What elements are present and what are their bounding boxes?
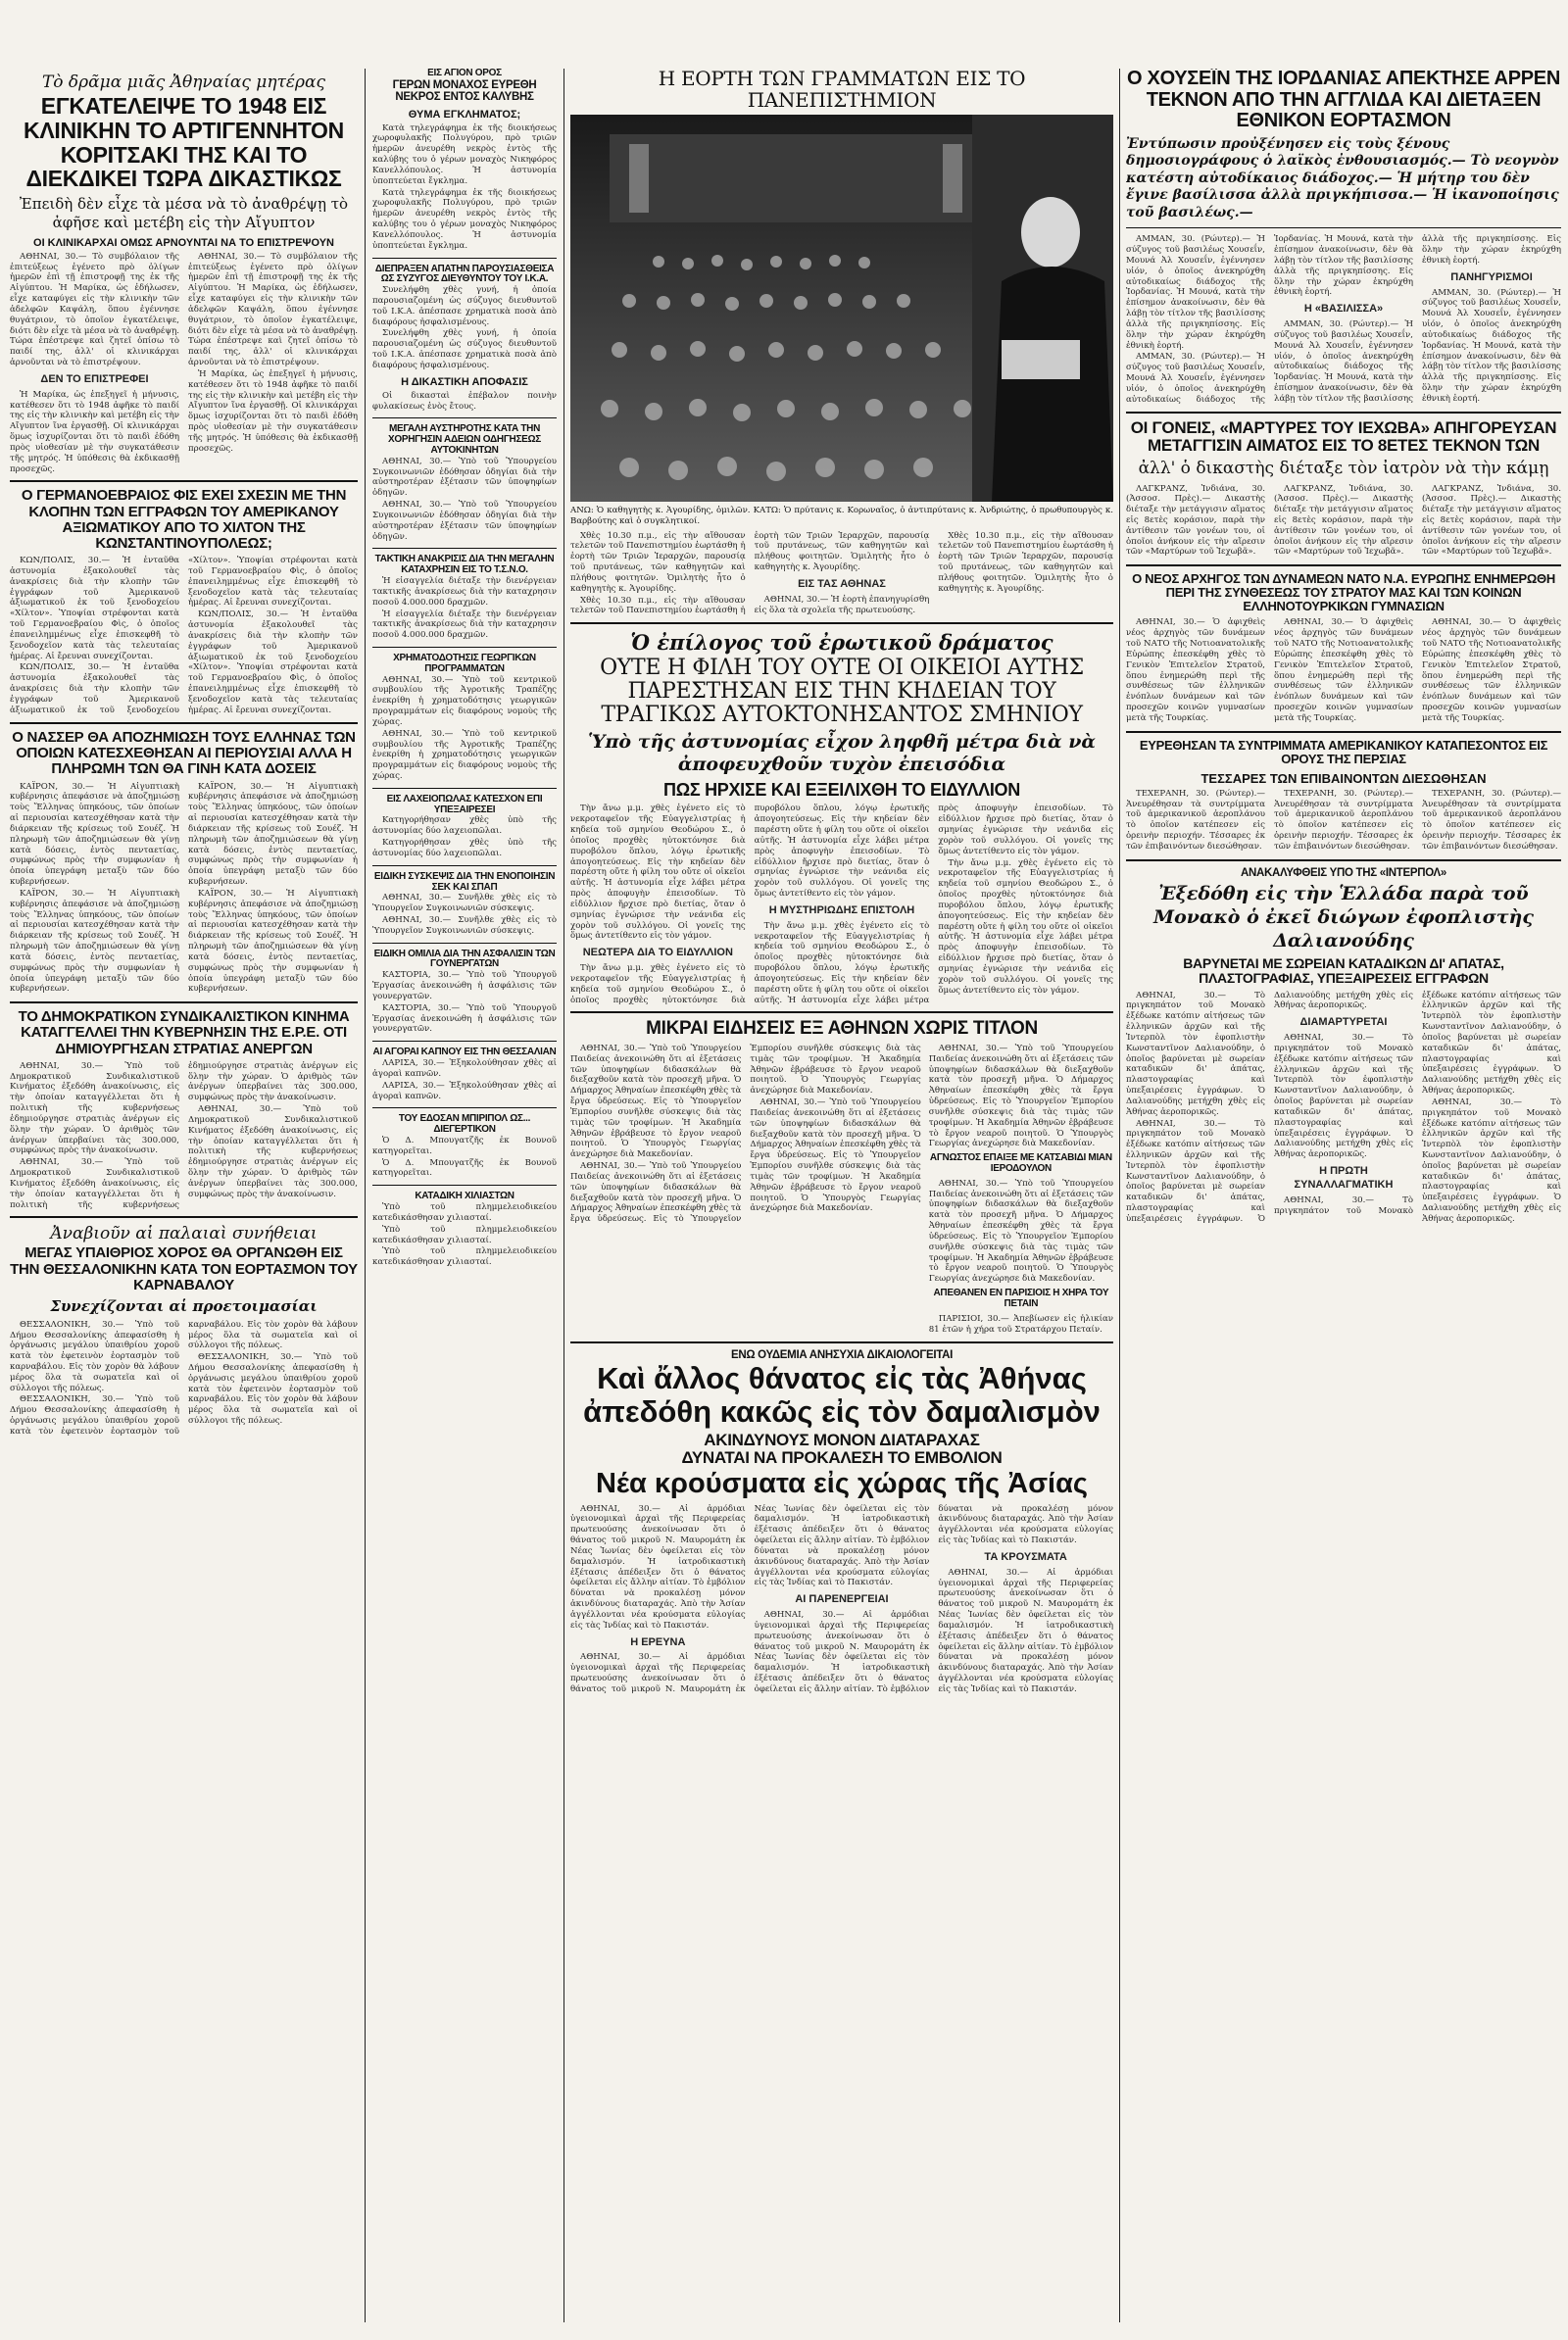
article-body [929, 1044, 1113, 1149]
paragraph: ΑΘΗΝΑΙ, 30.— Τὸ συμβόλαιον τῆς ἐπιτεύξεως ἐγένετο πρὸ ὀλίγων ἡμερῶν ἐπὶ τῇ ἐπιστροφῇ της ἐκ τῆς Αἰγύπτου. Ἡ Μαρίκα, ὡς ἐδήλωσεν, εἶχε καταφύγει εἰς τὴν κλινικὴν τῶν ἀδελφῶν Καψάλη, ὅπου ἐγέννησε θυγάτριον, τὸ ὁποῖον ἐγκατέλειψε, διότι δὲν εἶχε τὰ μέσα νὰ τὸ ἀναθρέψῃ. Τώρα ἐπέστρεψε καὶ ζητεῖ ὀπίσω τὸ παιδί της, ἀλλ' οἱ κλινικάρχαι ἀρνοῦνται νὰ τὸ ἐπιστρέψουν. [188, 251, 358, 368]
deck: Ὑπὸ τῆς ἀστυνομίας εἶχον ληφθῆ μέτρα διὰ νὰ ἀποφευχθοῦν τυχὸν ἐπεισόδια [587, 730, 1096, 776]
paragraph: Χθὲς 10.30 π.μ., εἰς τὴν αἴθουσαν τελετῶν τοῦ Πανεπιστημίου ἐωρτάσθη ἡ ἑορτὴ τῶν Τριῶν Ἱεραρχῶν, παρουσίᾳ τοῦ πρυτάνεως, τῶν καθηγητῶν καὶ πλήθους φοιτητῶν. Ὁμιλητὴς ἦτο ὁ καθηγητὴς κ. Ἀγουρίδης. [570, 530, 930, 616]
headline: ΤΟΥ ΕΔΟΣΑΝ ΜΠΙΡΙΠΟΛ ΩΣ... ΔΙΕΓΕΡΤΙΚΟΝ [398, 1113, 531, 1136]
paragraph: Κατὰ τηλεγράφημα ἐκ τῆς διοικήσεως χωροφυλακῆς Πολυγύρου, πρὸ τριῶν ἡμερῶν ἀνευρέθη νεκρὸς ἐντὸς τῆς καλύβης του ὁ γέρων μοναχὸς Νικηφόρος Κανελλόπουλος. Ἡ ἀστυνομία ὑποπτεύεται ἔγκλημα. [372, 122, 557, 186]
paragraph: Χθὲς 10.30 π.μ., εἰς τὴν αἴθουσαν τελετῶν τοῦ Πανεπιστημίου ἐωρτάσθη ἡ ἑορτὴ τῶν Τριῶν Ἱεραρχῶν, παρουσίᾳ τοῦ πρυτάνεως, τῶν καθηγητῶν καὶ πλήθους φοιτητῶν. Ὁμιλητὴς ἦτο ὁ καθηγητὴς κ. Ἀγουρίδης. [570, 530, 746, 594]
subhead: ΤΕΣΣΑΡΕΣ ΤΩΝ ΕΠΙΒΑΙΝΟΝΤΩΝ ΔΙΕΣΩΘΗΣΑΝ [1200, 770, 1487, 786]
headline: ΜΕΓΑΛΗ ΑΥΣΤΗΡΟΤΗΣ ΚΑΤΑ ΤΗΝ ΧΟΡΗΓΗΣΙΝ ΑΔΕΙΩΝ ΟΔΗΓΗΣΕΩΣ ΑΥΤΟΚΙΝΗΤΩΝ [388, 423, 541, 457]
headline: ΜΙΚΡΑΙ ΕΙΔΗΣΕΙΣ ΕΞ ΑΘΗΝΩΝ ΧΩΡΙΣ ΤΙΤΛΟΝ [646, 1018, 1038, 1040]
paragraph: Ὑπὸ τοῦ πλημμελειοδικείου κατεδικάσθησαν χιλιασταί. [372, 1202, 557, 1223]
divider [570, 622, 1113, 624]
paragraph: ΚΩΝ/ΠΟΛΙΣ, 30.— Ἡ ἐνταῦθα ἀστυνομία ἐξακολουθεῖ τὰς ἀνακρίσεις διὰ τὴν κλοπὴν τῶν ἐγγράφων τοῦ Ἀμερικανοῦ ἀξιωματικοῦ ἐκ τοῦ ξενοδοχείου «Χίλτον». Ὑποψίαι στρέφονται κατὰ τοῦ Γερμανοεβραίου Φὶς, ὁ ὁποῖος ἐπανειλημμένως εἶχε ἐπισκεφθῆ τὸ ξενοδοχεῖον κατὰ τὰς τελευταίας ἡμέρας. Αἱ ἔρευναι συνεχίζονται. [10, 556, 179, 661]
photo-image [570, 115, 1113, 502]
paragraph: Ὁ Δ. Μπουγατζῆς ἐκ Βουνοῦ κατηγορεῖται. [372, 1157, 557, 1179]
subhead: ΕΙΣ ΤΑΣ ΑΘΗΝΑΣ [798, 577, 886, 590]
headline: Ο ΓΕΡΜΑΝΟΕΒΡΑΙΟΣ ΦΙΣ ΕΧΕΙ ΣΧΕΣΙΝ ΜΕ ΤΗΝ ΚΛΟΠΗΝ ΤΩΝ ΕΓΓΡΑΦΩΝ ΤΟΥ ΑΜΕΡΙΚΑΝΟΥ ΑΞΙΩΜΑΤΙΚΟΥ ΑΠΟ ΤΟ ΧΙΛΤΟΝ ΤΗΣ ΚΩΝΣΤΑΝΤΙΝΟΥΠΟΛΕΩΣ; [21, 487, 347, 552]
divider [372, 1185, 557, 1186]
paragraph: ΑΘΗΝΑΙ, 30.— Αἱ ἁρμόδιαι ὑγειονομικαὶ ἀρχαὶ τῆς Περιφερείας πρωτευούσης ἀνεκοίνωσαν ὅτι ὁ θάνατος τοῦ μικροῦ Ν. Μαυρομάτη ἐκ Νέας Ἰωνίας δὲν ὀφείλεται εἰς τὸν δαμαλισμόν. Ἡ ἰατροδικαστικὴ ἐξέτασις ἀπέδειξεν ὅτι ὁ θάνατος ὀφείλεται εἰς ἄλλην αἰτίαν. Τὸ ἐμβόλιον δύναται νὰ προκαλέσῃ μόνον ἀκινδύνους διαταραχάς. Ἀπὸ τὴν Ἀσίαν ἀγγέλλονται νέα κρούσματα εὐλογίας εἰς τὰς Ἰνδίας καὶ τὸ Πακιστάν. [570, 1503, 746, 1631]
paragraph: ΑΘΗΝΑΙ, 30.— Ὁ ἀφιχθεὶς νέος ἀρχηγὸς τῶν δυνάμεων τοῦ ΝΑΤΟ τῆς Νοτιοανατολικῆς Εὐρώπης ἐπεσκέφθη χθὲς τὸ Γενικὸν Ἐπιτελεῖον Στρατοῦ, ὅπου ἐνημερώθη περὶ τῆς συνθέσεως τῶν ἑλληνικῶν ἐνόπλων δυνάμεων καὶ τῶν προσεχῶν κοινῶν γυμνασίων μετὰ τῆς Τουρκίας. [1422, 617, 1561, 723]
paragraph: Κατηγορήθησαν χθὲς ὑπὸ τῆς ἀστυνομίας δύο λαχειοπῶλαι. [372, 838, 557, 858]
paragraph: ΘΕΣΣΑΛΟΝΙΚΗ, 30.— Ὑπὸ τοῦ Δήμου Θεσσαλονίκης ἀπεφασίσθη ἡ ὀργάνωσις μεγάλου ὑπαιθρίου χοροῦ κατὰ τὸν ἐφετεινὸν ἑορτασμὸν τοῦ καρναβάλου. Εἰς τὸν χορὸν θὰ λάβουν μέρος ὅλα τὰ σωματεῖα καὶ οἱ σύλλογοι τῆς πόλεως. [188, 1352, 358, 1427]
article-body [372, 576, 557, 641]
subhead: Η ΔΙΚΑΣΤΙΚΗ ΑΠΟΦΑΣΙΣ [401, 375, 528, 388]
article-body [1126, 991, 1561, 1225]
headline: ΤΑΚΤΙΚΗ ΑΝΑΚΡΙΣΙΣ ΔΙΑ ΤΗΝ ΜΕΓΑΛΗΝ ΚΑΤΑΧΡΗΣΙΝ ΕΙΣ ΤΟ Τ.Σ.Ν.Ο. [374, 554, 555, 576]
subhead: ΔΕΝ ΤΟ ΕΠΙΣΤΡΕΦΕΙ [40, 372, 149, 385]
paragraph: ΚΩΝ/ΠΟΛΙΣ, 30.— Ἡ ἐνταῦθα ἀστυνομία ἐξακολουθεῖ τὰς ἀνακρίσεις διὰ τὴν κλοπὴν τῶν ἐγγράφων τοῦ Ἀμερικανοῦ ἀξιωματικοῦ ἐκ τοῦ ξενοδοχείου «Χίλτον». Ὑποψίαι στρέφονται κατὰ τοῦ Γερμανοεβραίου Φὶς, ὁ ὁποῖος ἐπανειλημμένως εἶχε ἐπισκεφθῆ τὸ ξενοδοχεῖον κατὰ τὰς τελευταίας ἡμέρας. Αἱ ἔρευναι συνεχίζονται. [188, 609, 358, 715]
headline: Ο ΝΕΟΣ ΑΡΧΗΓΟΣ ΤΩΝ ΔΥΝΑΜΕΩΝ ΝΑΤΟ Ν.Α. ΕΥΡΩΠΗΣ ΕΝΗΜΕΡΩΘΗ ΠΕΡΙ ΤΗΣ ΣΥΝΘΕΣΕΩΣ ΤΟΥ ΣΤΡΑΤΟΥ ΜΑΣ ΚΑΙ ΤΩΝ ΚΟΙΝΩΝ ΕΛΛΗΝΟΤΟΥΡΚΙΚΩΝ ΓΥΜΝΑΣΙΩΝ [1132, 571, 1555, 614]
kicker: Τὸ δρᾶμα μιᾶς Ἀθηναίας μητέρας [41, 73, 326, 92]
headline: ΤΟ ΔΗΜΟΚΡΑΤΙΚΟΝ ΣΥΝΔΙΚΑΛΙΣΤΙΚΟΝ ΚΙΝΗΜΑ ΚΑΤΑΓΓΕΛΛΕΙ ΤΗΝ ΚΥΒΕΡΝΗΣΙΝ ΤΗΣ Ε.Ρ.Ε. ΟΤΙ ΔΗΜΙΟΥΡΓΗΣΑΝ ΣΤΡΑΤΙΑΣ ΑΝΕΡΓΩΝ [18, 1008, 350, 1057]
subhead: ΑΙ ΠΑΡΕΝΕΡΓΕΙΑΙ [795, 1593, 889, 1606]
paragraph: ΑΘΗΝΑΙ, 30.— Ὑπὸ τοῦ Ὑπουργείου Παιδείας ἀνεκοινώθη ὅτι αἱ ἐξετάσεις τῶν ὑποψηφίων διδασκάλων θὰ διεξαχθοῦν κατὰ τὸν προσεχῆ μῆνα. Ὁ Δήμαρχος Ἀθηναίων ἐπεσκέφθη χθὲς τὰ ἔργα ὑδρεύσεως. Εἰς τὸ Ὑπουργεῖον Ἐμπορίου συνῆλθε σύσκεψις διὰ τὰς τιμὰς τῶν τροφίμων. Ἡ Ἀκαδημία Ἀθηνῶν ἐβράβευσε τὸ ἔργον νεαροῦ ποιητοῦ. Ὁ Ὑπουργὸς Γεωργίας ἀνεχώρησε διὰ Μακεδονίαν. [928, 1043, 1113, 1149]
section-label: ΕΙΣ ΑΓΙΟΝ ΟΡΟΣ [427, 69, 502, 78]
paragraph: ΠΑΡΙΣΙΟΙ, 30.— Ἀπεβίωσεν εἰς ἡλικίαν 81 ἐτῶν ἡ χήρα τοῦ Στρατάρχου Πεταίν. [928, 1313, 1113, 1335]
divider [372, 1107, 557, 1108]
headline: ΑΠΕΘΑΝΕΝ ΕΝ ΠΑΡΙΣΙΟΙΣ Η ΧΗΡΑ ΤΟΥ ΠΕΤΑΙΝ [933, 1288, 1109, 1309]
divider [1126, 564, 1561, 566]
paragraph: Ἡ Μαρίκα, ὡς ἐπεξηγεῖ ἡ μήνυσις, κατέθεσεν ὅτι τὸ 1948 ἀφῆκε τὸ παιδί της εἰς τὴν κλινικὴν καὶ μετέβη εἰς τὴν Αἴγυπτον ἵνα ἐργασθῇ. Οἱ κλινικάρχαι ὅμως ἰσχυρίζονται ὅτι τὸ παιδὶ ἐδόθη πρὸς υἱοθεσίαν μὲ τὴν συγκατάθεσιν τῆς μητρός. Ἡ ὑπόθεσις θὰ ἐκδικασθῇ προσεχῶς. [188, 368, 358, 454]
paragraph: ΑΘΗΝΑΙ, 30.— Ὑπὸ τοῦ Δημοκρατικοῦ Συνδικαλιστικοῦ Κινήματος ἐξεδόθη ἀνακοίνωσις, εἰς τὴν ὁποίαν καταγγέλλεται ὅτι ἡ πολιτικὴ τῆς κυβερνήσεως ἐδημιούργησε στρατιὰς ἀνέργων εἰς ὅλην τὴν χώραν. Ὁ ἀριθμὸς τῶν ἀνέργων ὑπερβαίνει τὰς 300.000, συμφώνως πρὸς τὴν ἀνακοίνωσιν. [10, 1060, 179, 1156]
divider [1126, 859, 1561, 861]
paragraph: ΑΘΗΝΑΙ, 30.— Τὸ πριγκηπάτον τοῦ Μονακὸ ἐξέδωκε κατόπιν αἰτήσεως τῶν ἑλληνικῶν ἀρχῶν καὶ τῆς Ἰντερπὸλ τὸν ἐφοπλιστὴν Κωνσταντῖνον Δαλιανούδην, ὁ ὁποῖος βαρύνεται μὲ σωρείαν καταδικῶν δι' ἀπάτας, πλαστογραφίας καὶ ὑπεξαιρέσεις ἐγγράφων. Ὁ Δαλιανούδης μετήχθη χθὲς εἰς Ἀθήνας ἀεροπορικῶς. [1274, 1033, 1413, 1160]
subhead: Η ΜΥΣΤΗΡΙΩΔΗΣ ΕΠΙΣΤΟΛΗ [768, 903, 915, 916]
divider [372, 943, 557, 944]
paragraph: ΑΜΜΑΝ, 30. (Ρώυτερ).— Ἡ σύζυγος τοῦ βασιλέως Χουσεΐν, Μουνά Ἀλ Χουσεΐν, ἐγέννησεν υἱόν, ὁ ὁποῖος ἀνεκηρύχθη αὐτοδικαίως διάδοχος τῆς Ἰορδανίας. Ἡ Μουνά, κατὰ τὴν ἐπίσημον ἀνακοίνωσιν, δὲν θὰ λάβῃ τὸν τίτλον τῆς βασιλίσσης ἀλλὰ τῆς πριγκηπίσσης. Εἰς ὅλην τὴν χώραν ἐκηρύχθη ἐθνικὴ ἑορτή. [1126, 234, 1265, 351]
deck: Συνεχίζονται αἱ προετοιμασίαι [50, 1296, 318, 1315]
subhead: ΔΥΝΑΤΑΙ ΝΑ ΠΡΟΚΑΛΕΣΗ ΤΟ ΕΜΒΟΛΙΟΝ [681, 1448, 1003, 1468]
paragraph: ΑΘΗΝΑΙ, 30.— Ὑπὸ τοῦ Ὑπουργείου Συγκοινωνιῶν ἐδόθησαν ὁδηγίαι διὰ τὴν αὐστηροτέραν ἐξέτασιν τῶν ὑποψηφίων ὁδηγῶν. [372, 500, 557, 542]
paragraph: ΤΕΧΕΡΑΝΗ, 30. (Ρώυτερ).— Ἀνευρέθησαν τὰ συντρίμματα τοῦ ἀμερικανικοῦ ἀεροπλάνου τὸ ὁποῖον κατέπεσεν εἰς ὀρεινὴν περιοχήν. Τέσσαρες ἐκ τῶν ἐπιβαινόντων διεσώθησαν. [1422, 788, 1561, 852]
headline: ΓΕΡΩΝ ΜΟΝΑΧΟΣ ΕΥΡΕΘΗ ΝΕΚΡΟΣ ΕΝΤΟΣ ΚΑΛΥΒΗΣ [392, 78, 537, 104]
divider [372, 788, 557, 789]
divider [1126, 731, 1561, 733]
headline: ΚΑΤΑΔΙΚΗ ΧΙΛΙΑΣΤΩΝ [415, 1191, 514, 1202]
column-rule [365, 69, 366, 2322]
article-body [372, 391, 557, 413]
column-4 [1126, 69, 1561, 2322]
paragraph: ΑΘΗΝΑΙ, 30.— Τὸ πριγκηπάτον τοῦ Μονακὸ ἐξέδωκε κατόπιν αἰτήσεως τῶν ἑλληνικῶν ἀρχῶν καὶ τῆς Ἰντερπὸλ τὸν ἐφοπλιστὴν Κωνσταντῖνον Δαλιανούδην, ὁ ὁποῖος βαρύνεται μὲ σωρείαν καταδικῶν δι' ἀπάτας, πλαστογραφίας καὶ ὑπεξαιρέσεις ἐγγράφων. Ὁ Δαλιανούδης μετήχθη χθὲς εἰς Ἀθήνας ἀεροπορικῶς. [1422, 1097, 1561, 1224]
article-body [372, 285, 557, 371]
paragraph: ΛΑΓΚΡΑΝΖ, Ἰνδιάνα, 30. (Ἀσσοσ. Πρὲς).— Δικαστὴς διέταξε τὴν μετάγγισιν αἵματος εἰς 8ετὲς κοράσιον, παρὰ τὴν ἀντίθεσιν τῶν γονέων του, οἱ ὁποῖοι ἀνήκουν εἰς τὴν αἵρεσιν τῶν «Μαρτύρων τοῦ Ἰεχωβᾶ». [1422, 483, 1561, 558]
paragraph: ΚΑΣΤΟΡΙΑ, 30.— Ὑπὸ τοῦ Ὑπουργοῦ Ἐργασίας ἀνεκοινώθη ἡ ἀσφάλισις τῶν γουνεργατῶν. [372, 970, 557, 1001]
paragraph: Ἡ Μαρίκα, ὡς ἐπεξηγεῖ ἡ μήνυσις, κατέθεσεν ὅτι τὸ 1948 ἀφῆκε τὸ παιδί της εἰς τὴν κλινικὴν καὶ μετέβη εἰς τὴν Αἴγυπτον ἵνα ἐργασθῇ. Οἱ κλινικάρχαι ὅμως ἰσχυρίζονται ὅτι τὸ παιδὶ ἐδόθη πρὸς υἱοθεσίαν μὲ τὴν συγκατάθεσιν τῆς μητρός. Ἡ ὑπόθεσις θὰ ἐκδικασθῇ προσεχῶς. [10, 389, 179, 474]
subhead: ΑΚΙΝΔΥΝΟΥΣ ΜΟΝΟΝ ΔΙΑΤΑΡΑΧΑΣ [704, 1430, 980, 1449]
headline: ΕΙΔΙΚΗ ΟΜΙΛΙΑ ΔΙΑ ΤΗΝ ΑΣΦΑΛΙΣΙΝ ΤΩΝ ΓΟΥΝΕΡΓΑΤΩΝ [373, 948, 556, 970]
headline: ΟΙ ΓΟΝΕΙΣ, «ΜΑΡΤΥΡΕΣ ΤΟΥ ΙΕΧΩΒΑ» ΑΠΗΓΟΡΕΥΣΑΝ ΜΕΤΑΓΓΙΣΙΝ ΑΙΜΑΤΟΣ ΕΙΣ ΤΟ 8ΕΤΕΣ ΤΕΚΝΟΝ ΤΩΝ [1130, 417, 1557, 455]
article-body [570, 531, 1113, 617]
photo-caption: ΑΝΩ: Ὁ καθηγητὴς κ. Ἀγουρίδης, ὁμιλῶν. ΚΑΤΩ: Ὁ πρύτανις κ. Κορωναῖος, ὁ ἀντιπρύτανις κ. Ἀνδριώτης, ὁ πρωθυπουργὸς κ. Βαρβούτης καὶ ὁ συγκλητικοί. [570, 506, 1113, 526]
paragraph: ΚΑΪΡΟΝ, 30.— Ἡ Αἰγυπτιακὴ κυβέρνησις ἀπεφάσισε νὰ ἀποζημιώσῃ τοὺς Ἕλληνας ὑπηκόους, τῶν ὁποίων αἱ περιουσίαι κατεσχέθησαν κατὰ τὴν διάρκειαν τῆς κρίσεως τοῦ Σουέζ. Ἡ πληρωμὴ τῶν ἀποζημιώσεων θὰ γίνῃ κατὰ δόσεις, ἐντὸς πενταετίας, συμφώνως πρὸς τὴν συμφωνίαν ἡ ὁποία ὑπεγράφη μεταξὺ τῶν δύο κυβερνήσεων. [188, 781, 358, 888]
article-body [10, 1320, 358, 1438]
center-column [570, 69, 1113, 2322]
article-body [1126, 484, 1561, 560]
paragraph: Ἡ εἰσαγγελία διέταξε τὴν διενέργειαν τακτικῆς ἀνακρίσεως διὰ τὴν καταχρησιν ποσοῦ 4.000.000 δραχμῶν. [372, 576, 557, 608]
paragraph: ΑΘΗΝΑΙ, 30.— Ὁ ἀφιχθεὶς νέος ἀρχηγὸς τῶν δυνάμεων τοῦ ΝΑΤΟ τῆς Νοτιοανατολικῆς Εὐρώπης ἐπεσκέφθη χθὲς τὸ Γενικὸν Ἐπιτελεῖον Στρατοῦ, ὅπου ἐνημερώθη περὶ τῆς συνθέσεως τῶν ἑλληνικῶν ἐνόπλων δυνάμεων καὶ τῶν προσεχῶν κοινῶν γυμνασίων μετὰ τῆς Τουρκίας. [1274, 617, 1413, 723]
divider [372, 417, 557, 418]
article-body [372, 1202, 557, 1268]
paragraph: ΑΘΗΝΑΙ, 30.— Ὑπὸ τοῦ κεντρικοῦ συμβουλίου τῆς Ἀγροτικῆς Τραπέζης ἐνεκρίθη ἡ χρηματοδότησις γεωργικῶν προγραμμάτων εἰς διαφόρους νομοὺς τῆς χώρας. [372, 728, 557, 782]
paragraph: ΚΑΪΡΟΝ, 30.— Ἡ Αἰγυπτιακὴ κυβέρνησις ἀπεφάσισε νὰ ἀποζημιώσῃ τοὺς Ἕλληνας ὑπηκόους, τῶν ὁποίων αἱ περιουσίαι κατεσχέθησαν κατὰ τὴν διάρκειαν τῆς κρίσεως τοῦ Σουέζ. Ἡ πληρωμὴ τῶν ἀποζημιώσεων θὰ γίνῃ κατὰ δόσεις, ἐντὸς πενταετίας, συμφώνως πρὸς τὴν συμφωνίαν ἡ ὁποία ὑπεγράφη μεταξὺ τῶν δύο κυβερνήσεων. [10, 888, 179, 995]
subhead: Η «ΒΑΣΙΛΙΣΣΑ» [1303, 303, 1384, 316]
paragraph: ΑΘΗΝΑΙ, 30.— Ὑπὸ τοῦ Ὑπουργείου Παιδείας ἀνεκοινώθη ὅτι αἱ ἐξετάσεις τῶν ὑποψηφίων διδασκάλων θὰ διεξαχθοῦν κατὰ τὸν προσεχῆ μῆνα. Ὁ Δήμαρχος Ἀθηναίων ἐπεσκέφθη χθὲς τὰ ἔργα ὑδρεύσεως. Εἰς τὸ Ὑπουργεῖον Ἐμπορίου συνῆλθε σύσκεψις διὰ τὰς τιμὰς τῶν τροφίμων. Ἡ Ἀκαδημία Ἀθηνῶν ἐβράβευσε τὸ ἔργον νεαροῦ ποιητοῦ. Ὁ Ὑπουργὸς Γεωργίας ἀνεχώρησε διὰ Μακεδονίαν. [750, 1097, 921, 1214]
headline: ΕΙΣ ΛΑΧΕΙΟΠΩΛΑΣ ΚΑΤΕΣΧΟΝ ΕΠΙ ΥΠΕΞΑΙΡΕΣΕΙ [386, 793, 543, 815]
paragraph: ΚΩΝ/ΠΟΛΙΣ, 30.— Ἡ ἐνταῦθα ἀστυνομία ἐξακολουθεῖ τὰς ἀνακρίσεις διὰ τὴν κλοπὴν τῶν ἐγγράφων τοῦ Ἀμερικανοῦ ἀξιωματικοῦ ἐκ τοῦ ξενοδοχείου «Χίλτον». Ὑποψίαι στρέφονται κατὰ τοῦ Γερμανοεβραίου Φὶς, ὁ ὁποῖος ἐπανειλημμένως εἶχε ἐπισκεφθῆ τὸ ξενοδοχεῖον κατὰ τὰς τελευταίας ἡμέρας. Αἱ ἔρευναι συνεχίζονται. [10, 556, 358, 715]
paragraph: Κατηγορήθησαν χθὲς ὑπὸ τῆς ἀστυνομίας δύο λαχειοπῶλαι. [372, 815, 557, 837]
divider [570, 1341, 1113, 1343]
paragraph: ΑΘΗΝΑΙ, 30.— Ὁ ἀφιχθεὶς νέος ἀρχηγὸς τῶν δυνάμεων τοῦ ΝΑΤΟ τῆς Νοτιοανατολικῆς Εὐρώπης ἐπεσκέφθη χθὲς τὸ Γενικὸν Ἐπιτελεῖον Στρατοῦ, ὅπου ἐνημερώθη περὶ τῆς συνθέσεως τῶν ἑλληνικῶν ἐνόπλων δυνάμεων καὶ τῶν προσεχῶν κοινῶν γυμνασίων μετὰ τῆς Τουρκίας. [1126, 617, 1265, 723]
headline: ΟΥΤΕ Η ΦΙΛΗ ΤΟΥ ΟΥΤΕ ΟΙ ΟΙΚΕΙΟΙ ΑΥΤΗΣ ΠΑΡΕΣΤΗΣΑΝ ΕΙΣ ΤΗΝ ΚΗΔΕΙΑΝ ΤΟΥ ΤΡΑΓΙΚΩΣ ΑΥΤΟΚΤΟΝΗΣΑΝΤΟΣ ΣΜΗΝΙΟΥ [600, 656, 1084, 727]
headline: Ἐξεδόθη εἰς τὴν Ἑλλάδα παρὰ τοῦ Μονακὸ ὁ ἐκεῖ διώγων ἐφοπλιστὴς Δαλιανούδης [1153, 883, 1534, 951]
divider [372, 548, 557, 549]
paragraph: Τὴν ἄνω μ.μ. χθὲς ἐγένετο εἰς τὸ νεκροταφεῖον τῆς Εὐαγγελιστρίας ἡ κηδεία τοῦ σμηνίου Θεοδώρου Σ., ὁ ὁποῖος προχθὲς ηὐτοκτόνησε διὰ πυροβόλου ὅπλου, λόγῳ ἐρωτικῆς ἀπογοητεύσεως. Εἰς τὴν κηδείαν δὲν παρέστη οὔτε ἡ φίλη του οὔτε οἱ οἰκεῖοι αὐτῆς. Ἡ ἀστυνομία εἶχε λάβει μέτρα πρὸς ἀποφυγὴν ἐπεισοδίων. Τὸ εἰδύλλιον ἤρχισε πρὸ διετίας, ὅταν ὁ σμηνίας ἐγνώρισε τὴν νεάνιδα εἰς χορὸν τοῦ συλλόγου. Οἱ γονεῖς της ὅμως ἀντετίθεντο εἰς τὸν γάμον. [570, 804, 746, 942]
article-body [929, 1179, 1113, 1285]
university-ceremony-photo [570, 115, 1113, 502]
kicker: ΑΝΑΚΑΛΥΦΘΕΙΣ ΥΠΟ ΤΗΣ «ΙΝΤΕΡΠΟΛ» [1240, 866, 1447, 879]
article-body [929, 1314, 1113, 1336]
subhead: ΘΥΜΑ ΕΓΚΛΗΜΑΤΟΣ; [408, 108, 521, 121]
headline: ΕΥΡΕΘΗΣΑΝ ΤΑ ΣΥΝΤΡΙΜΜΑΤΑ ΑΜΕΡΙΚΑΝΙΚΟΥ ΚΑΤΑΠΕΣΟΝΤΟΣ ΕΙΣ ΟΡΟΥΣ ΤΗΣ ΠΕΡΣΙΑΣ [1139, 737, 1548, 766]
paragraph: ΑΘΗΝΑΙ, 30.— Τὸ πριγκηπάτον τοῦ Μονακὸ ἐξέδωκε κατόπιν αἰτήσεως τῶν ἑλληνικῶν ἀρχῶν καὶ τῆς Ἰντερπὸλ τὸν ἐφοπλιστὴν Κωνσταντῖνον Δαλιανούδην, ὁ ὁποῖος βαρύνεται μὲ σωρείαν καταδικῶν δι' ἀπάτας, πλαστογραφίας καὶ ὑπεξαιρέσεις ἐγγράφων. Ὁ Δαλιανούδης μετήχθη χθὲς εἰς Ἀθήνας ἀεροπορικῶς. [1274, 990, 1561, 1216]
headline: ΑΙ ΑΓΟΡΑΙ ΚΑΠΝΟΥ ΕΙΣ ΤΗΝ ΘΕΣΣΑΛΙΑΝ [372, 1047, 557, 1058]
headline: Η ΕΟΡΤΗ ΤΩΝ ΓΡΑΜΜΑΤΩΝ ΕΙΣ ΤΟ ΠΑΝΕΠΙΣΤΗΜΙΟΝ [658, 69, 1026, 112]
deck: ἀλλ' ὁ δικαστὴς διέταξε τὸν ἰατρὸν νὰ τὴν κάμῃ [1138, 459, 1549, 479]
paragraph: ΑΘΗΝΑΙ, 30.— Τὸ πριγκηπάτον τοῦ Μονακὸ ἐξέδωκε κατόπιν αἰτήσεως τῶν ἑλληνικῶν ἀρχῶν καὶ τῆς Ἰντερπὸλ τὸν ἐφοπλιστὴν Κωνσταντῖνον Δαλιανούδην, ὁ ὁποῖος βαρύνεται μὲ σωρείαν καταδικῶν δι' ἀπάτας, πλαστογραφίας καὶ ὑπεξαιρέσεις ἐγγράφων. Ὁ Δαλιανούδης μετήχθη χθὲς εἰς Ἀθήνας ἀεροπορικῶς. [1126, 990, 1413, 1224]
article-body [10, 782, 358, 997]
article-body [570, 804, 1113, 1005]
divider [10, 480, 358, 482]
paragraph: ΑΘΗΝΑΙ, 30.— Αἱ ἁρμόδιαι ὑγειονομικαὶ ἀρχαὶ τῆς Περιφερείας πρωτευούσης ἀνεκοίνωσαν ὅτι ὁ θάνατος τοῦ μικροῦ Ν. Μαυρομάτη ἐκ Νέας Ἰωνίας δὲν ὀφείλεται εἰς τὸν δαμαλισμόν. Ἡ ἰατροδικαστικὴ ἐξέτασις ἀπέδειξεν ὅτι ὁ θάνατος ὀφείλεται εἰς ἄλλην αἰτίαν. Τὸ ἐμβόλιον δύναται νὰ προκαλέσῃ μόνον ἀκινδύνους διαταραχάς. Ἀπὸ τὴν Ἀσίαν ἀγγέλλονται νέα κρούσματα εὐλογίας εἰς τὰς Ἰνδίας καὶ τὸ Πακιστάν. [938, 1567, 1113, 1694]
article-body [1126, 789, 1561, 853]
subhead: ΒΑΡΥΝΕΤΑΙ ΜΕ ΣΩΡΕΙΑΝ ΚΑΤΑΔΙΚΩΝ ΔΙ' ΑΠΑΤΑΣ, [1183, 955, 1504, 972]
headline: Καὶ ἄλλος θάνατος εἰς τὰς Ἀθήνας [597, 1360, 1087, 1395]
article-body [372, 675, 557, 782]
paragraph: ΛΑΓΚΡΑΝΖ, Ἰνδιάνα, 30. (Ἀσσοσ. Πρὲς).— Δικαστὴς διέταξε τὴν μετάγγισιν αἵματος εἰς 8ετὲς κοράσιον, παρὰ τὴν ἀντίθεσιν τῶν γονέων του, οἱ ὁποῖοι ἀνήκουν εἰς τὴν αἵρεσιν τῶν «Μαρτύρων τοῦ Ἰεχωβᾶ». [1274, 483, 1413, 558]
subhead: Η ΕΡΕΥΝΑ [630, 1635, 686, 1648]
divider [10, 722, 358, 724]
paragraph: Ὁ Δ. Μπουγατζῆς ἐκ Βουνοῦ κατηγορεῖται. [372, 1135, 557, 1156]
paragraph: ΑΘΗΝΑΙ, 30.— Τὸ πριγκηπάτον τοῦ Μονακὸ ἐξέδωκε κατόπιν αἰτήσεως τῶν ἑλληνικῶν ἀρχῶν καὶ τῆς Ἰντερπὸλ τὸν ἐφοπλιστὴν Κωνσταντῖνον Δαλιανούδην, ὁ ὁποῖος βαρύνεται μὲ σωρείαν καταδικῶν δι' ἀπάτας, πλαστογραφίας καὶ ὑπεξαιρέσεις ἐγγράφων. Ὁ Δαλιανούδης μετήχθη χθὲς εἰς Ἀθήνας ἀεροπορικῶς. [1126, 990, 1265, 1117]
paragraph: Ἡ εἰσαγγελία διέταξε τὴν διενέργειαν τακτικῆς ἀνακρίσεως διὰ τὴν καταχρησιν ποσοῦ 4.000.000 δραχμῶν. [372, 609, 557, 641]
headline: Ο ΧΟΥΣΕΪΝ ΤΗΣ ΙΟΡΔΑΝΙΑΣ ΑΠΕΚΤΗΣΕ ΑΡΡΕΝ ΤΕΚΝΟΝ ΑΠΟ ΤΗΝ ΑΓΓΛΙΔΑ ΚΑΙ ΔΙΕΤΑΞΕΝ ΕΘΝΙΚΟΝ ΕΟΡΤΑΣΜΟΝ [1127, 69, 1560, 132]
headline: ΧΡΗΜΑΤΟΔΟΤΗΣΙΣ ΓΕΩΡΓΙΚΩΝ ΠΡΟΓΡΑΜΜΑΤΩΝ [393, 653, 536, 674]
divider [1126, 227, 1561, 228]
subhead: ΤΑ ΚΡΟΥΣΜΑΤΑ [984, 1550, 1067, 1563]
paragraph: ΑΘΗΝΑΙ, 30.— Συνῆλθε χθὲς εἰς τὸ Ὑπουργεῖον Συγκοινωνιῶν σύσκεψις. [372, 915, 557, 936]
subhead: ΠΩΣ ΗΡΧΙΣΕ ΚΑΙ ΕΞΕΙΛΙΧΘΗ ΤΟ ΕΙΔΥΛΛΙΟΝ [663, 780, 1020, 801]
paragraph: ΑΘΗΝΑΙ, 30.— Ὑπὸ τοῦ κεντρικοῦ συμβουλίου τῆς Ἀγροτικῆς Τραπέζης ἐνεκρίθη ἡ χρηματοδότησις γεωργικῶν προγραμμάτων εἰς διαφόρους νομοὺς τῆς χώρας. [372, 674, 557, 727]
briefs-row [570, 1044, 1113, 1336]
paragraph: ΤΕΧΕΡΑΝΗ, 30. (Ρώυτερ).— Ἀνευρέθησαν τὰ συντρίμματα τοῦ ἀμερικανικοῦ ἀεροπλάνου τὸ ὁποῖον κατέπεσεν εἰς ὀρεινὴν περιοχήν. Τέσσαρες ἐκ τῶν ἐπιβαινόντων διεσώθησαν. [1126, 788, 1265, 852]
subhead: ΟΙ ΚΛΙΝΙΚΑΡΧΑΙ ΟΜΩΣ ΑΡΝΟΥΝΤΑΙ ΝΑ ΤΟ ΕΠΙΣΤΡΕΨΟΥΝ [33, 236, 334, 249]
column-rule [1119, 69, 1120, 2322]
article-body [10, 252, 358, 475]
article-body [372, 457, 557, 543]
paragraph: ΛΑΓΚΡΑΝΖ, Ἰνδιάνα, 30. (Ἀσσοσ. Πρὲς).— Δικαστὴς διέταξε τὴν μετάγγισιν αἵματος εἰς 8ετὲς κοράσιον, παρὰ τὴν ἀντίθεσιν τῶν γονέων του, οἱ ὁποῖοι ἀνήκουν εἰς τὴν αἵρεσιν τῶν «Μαρτύρων τοῦ Ἰεχωβᾶ». [1126, 483, 1265, 558]
headline: Ο ΝΑΣΣΕΡ ΘΑ ΑΠΟΖΗΜΙΩΣΗ ΤΟΥΣ ΕΛΛΗΝΑΣ ΤΩΝ ΟΠΟΙΩΝ ΚΑΤΕΣΧΕΘΗΣΑΝ ΑΙ ΠΕΡΙΟΥΣΙΑΙ ΑΛΛΑ Η ΠΛΗΡΩΜΗ ΤΩΝ ΘΑ ΓΙΝΗ ΚΑΤΑ ΔΟΣΕΙΣ [12, 729, 356, 778]
side-briefs [929, 1044, 1113, 1336]
paragraph: ΑΘΗΝΑΙ, 30.— Ὑπὸ τοῦ Ὑπουργείου Συγκοινωνιῶν ἐδόθησαν ὁδηγίαι διὰ τὴν αὐστηροτέραν ἐξέτασιν τῶν ὑποψηφίων ὁδηγῶν. [372, 456, 557, 499]
paragraph: ΛΑΡΙΣΑ, 30.— Ἐξηκολούθησαν χθὲς αἱ ἀγοραὶ καπνῶν. [372, 1058, 557, 1079]
divider [372, 865, 557, 866]
headline: ΑΓΝΩΣΤΟΣ ΕΠΑΙΞΕ ΜΕ ΚΑΤΣΑΒΙΔΙ ΜΙΑΝ ΙΕΡΟΔΟΥΛΟΝ [929, 1152, 1112, 1174]
divider [10, 1001, 358, 1003]
divider [10, 1216, 358, 1218]
subhead: ΠΑΝΗΓΥΡΙΣΜΟΙ [1450, 270, 1533, 283]
paragraph: Τὴν ἄνω μ.μ. χθὲς ἐγένετο εἰς τὸ νεκροταφεῖον τῆς Εὐαγγελιστρίας ἡ κηδεία τοῦ σμηνίου Θεοδώρου Σ., ὁ ὁποῖος προχθὲς ηὐτοκτόνησε διὰ πυροβόλου ὅπλου, λόγῳ ἐρωτικῆς ἀπογοητεύσεως. Εἰς τὴν κηδείαν δὲν παρέστη οὔτε ἡ φίλη του οὔτε οἱ οἰκεῖοι αὐτῆς. Ἡ ἀστυνομία εἶχε λάβει μέτρα πρὸς ἀποφυγὴν ἐπεισοδίων. Τὸ εἰδύλλιον ἤρχισε πρὸ διετίας, ὅταν ὁ σμηνίας ἐγνώρισε τὴν νεάνιδα εἰς χορὸν τοῦ συλλόγου. Οἱ γονεῖς της ὅμως ἀντετίθεντο εἰς τὸν γάμον. [938, 857, 1113, 996]
paragraph: ΑΘΗΝΑΙ, 30.— Συνῆλθε χθὲς εἰς τὸ Ὑπουργεῖον Συγκοινωνιῶν σύσκεψις. [372, 893, 557, 914]
article-body [372, 123, 557, 252]
paragraph: ΑΜΜΑΝ, 30. (Ρώυτερ).— Ἡ σύζυγος τοῦ βασιλέως Χουσεΐν, Μουνά Ἀλ Χουσεΐν, ἐγέννησεν υἱόν, ὁ ὁποῖος ἀνεκηρύχθη αὐτοδικαίως διάδοχος τῆς Ἰορδανίας. Ἡ Μουνά, κατὰ τὴν ἐπίσημον ἀνακοίνωσιν, δὲν θὰ λάβῃ τὸν τίτλον τῆς βασιλίσσης ἀλλὰ τῆς πριγκηπίσσης. Εἰς ὅλην τὴν χώραν ἐκηρύχθη ἐθνικὴ ἑορτή. [1126, 234, 1413, 405]
article-body [1126, 617, 1561, 724]
headline: ΕΙΔΙΚΗ ΣΥΣΚΕΨΙΣ ΔΙΑ ΤΗΝ ΕΝΟΠΟΙΗΣΙΝ ΣΕΚ ΚΑΙ ΣΠΑΠ [373, 870, 556, 893]
divider [372, 258, 557, 259]
paragraph: Χθὲς 10.30 π.μ., εἰς τὴν αἴθουσαν τελετῶν τοῦ Πανεπιστημίου ἐωρτάσθη ἡ ἑορτὴ τῶν Τριῶν Ἱεραρχῶν, παρουσίᾳ τοῦ πρυτάνεως, τῶν καθηγητῶν καὶ πλήθους φοιτητῶν. Ὁμιλητὴς ἦτο ὁ καθηγητὴς κ. Ἀγουρίδης. [938, 530, 1113, 594]
paragraph: ΑΜΜΑΝ, 30. (Ρώυτερ).— Ἡ σύζυγος τοῦ βασιλέως Χουσεΐν, Μουνά Ἀλ Χουσεΐν, ἐγέννησεν υἱόν, ὁ ὁποῖος ἀνεκηρύχθη αὐτοδικαίως διάδοχος τῆς Ἰορδανίας. Ἡ Μουνά, κατὰ τὴν ἐπίσημον ἀνακοίνωσιν, δὲν θὰ λάβῃ τὸν τίτλον τῆς βασιλίσσης ἀλλὰ τῆς πριγκηπίσσης. Εἰς ὅλην τὴν χώραν ἐκηρύχθη ἐθνικὴ ἑορτή. [1422, 287, 1561, 404]
article-body [10, 1061, 358, 1211]
paragraph: ΑΘΗΝΑΙ, 30.— Ὑπὸ τοῦ Ὑπουργείου Παιδείας ἀνεκοινώθη ὅτι αἱ ἐξετάσεις τῶν ὑποψηφίων διδασκάλων θὰ διεξαχθοῦν κατὰ τὸν προσεχῆ μῆνα. Ὁ Δήμαρχος Ἀθηναίων ἐπεσκέφθη χθὲς τὰ ἔργα ὑδρεύσεως. Εἰς τὸ Ὑπουργεῖον Ἐμπορίου συνῆλθε σύσκεψις διὰ τὰς τιμὰς τῶν τροφίμων. Ἡ Ἀκαδημία Ἀθηνῶν ἐβράβευσε τὸ ἔργον νεαροῦ ποιητοῦ. Ὁ Ὑπουργὸς Γεωργίας ἀνεχώρησε διὰ Μακεδονίαν. [570, 1043, 742, 1160]
paragraph: Κατὰ τηλεγράφημα ἐκ τῆς διοικήσεως χωροφυλακῆς Πολυγύρου, πρὸ τριῶν ἡμερῶν ἀνευρέθη νεκρὸς ἐντὸς τῆς καλύβης του ὁ γέρων μοναχὸς Νικηφόρος Κανελλόπουλος. Ἡ ἀστυνομία ὑποπτεύεται ἔγκλημα. [372, 187, 557, 251]
headline: Νέα κρούσματα εἰς χώρας τῆς Ἀσίας [595, 1467, 1089, 1499]
paragraph: Οἱ δικασταὶ ἐπέβαλον ποινὴν φυλακίσεως ἑνὸς ἔτους. [372, 390, 557, 412]
paragraph: ΚΑΣΤΟΡΙΑ, 30.— Ὑπὸ τοῦ Ὑπουργοῦ Ἐργασίας ἀνεκοινώθη ἡ ἀσφάλισις τῶν γουνεργατῶν. [372, 1002, 557, 1035]
paragraph: ΛΑΡΙΣΑ, 30.— Ἐξηκολούθησαν χθὲς αἱ ἀγοραὶ καπνῶν. [372, 1080, 557, 1101]
paragraph: ΑΘΗΝΑΙ, 30.— Τὸ συμβόλαιον τῆς ἐπιτεύξεως ἐγένετο πρὸ ὀλίγων ἡμερῶν ἐπὶ τῇ ἐπιστροφῇ της ἐκ τῆς Αἰγύπτου. Ἡ Μαρίκα, ὡς ἐδήλωσεν, εἶχε καταφύγει εἰς τὴν κλινικὴν τῶν ἀδελφῶν Καψάλη, ὅπου ἐγέννησε θυγάτριον, τὸ ὁποῖον ἐγκατέλειψε, διότι δὲν εἶχε τὰ μέσα νὰ τὸ ἀναθρέψῃ. Τώρα ἐπέστρεψε καὶ ζητεῖ ὀπίσω τὸ παιδί της, ἀλλ' οἱ κλινικάρχαι ἀρνοῦνται νὰ τὸ ἐπιστρέψουν. [10, 251, 179, 368]
headline: ΕΓΚΑΤΕΛΕΙΨΕ ΤΟ 1948 ΕΙΣ ΚΛΙΝΙΚΗΝ ΤΟ ΑΡΤΙΓΕΝΝΗΤΟΝ ΚΟΡΙΤΣΑΚΙ ΤΗΣ ΚΑΙ ΤΟ ΔΙΕΚΔΙΚΕΙ ΤΩΡΑ ΔΙΚΑΣΤΙΚΩΣ [24, 93, 344, 192]
paragraph: Συνελήφθη χθὲς γυνή, ἡ ὁποία παρουσιαζομένη ὡς σύζυγος διευθυντοῦ τοῦ Ι.Κ.Α. ἀπέσπασε χρηματικὰ ποσὰ ἀπὸ διαφόρους ἠσφαλισμένους. [372, 328, 557, 370]
kicker: ΕΝΩ ΟΥΔΕΜΙΑ ΑΝΗΣΥΧΙΑ ΔΙΚΑΙΟΛΟΓΕΙΤΑΙ [730, 1349, 953, 1362]
paragraph: ΘΕΣΣΑΛΟΝΙΚΗ, 30.— Ὑπὸ τοῦ Δήμου Θεσσαλονίκης ἀπεφασίσθη ἡ ὀργάνωσις μεγάλου ὑπαιθρίου χοροῦ κατὰ τὸν ἐφετεινὸν ἑορτασμὸν τοῦ καρναβάλου. Εἰς τὸν χορὸν θὰ λάβουν μέρος ὅλα τὰ σωματεῖα καὶ οἱ σύλλογοι τῆς πόλεως. [10, 1319, 358, 1437]
paragraph: ΑΘΗΝΑΙ, 30.— Αἱ ἁρμόδιαι ὑγειονομικαὶ ἀρχαὶ τῆς Περιφερείας πρωτευούσης ἀνεκοίνωσαν ὅτι ὁ θάνατος τοῦ μικροῦ Ν. Μαυρομάτη ἐκ Νέας Ἰωνίας δὲν ὀφείλεται εἰς τὸν δαμαλισμόν. Ἡ ἰατροδικαστικὴ ἐξέτασις ἀπέδειξεν ὅτι ὁ θάνατος ὀφείλεται εἰς ἄλλην αἰτίαν. Τὸ ἐμβόλιον δύναται νὰ προκαλέσῃ μόνον ἀκινδύνους διαταραχάς. Ἀπὸ τὴν Ἀσίαν ἀγγέλλονται νέα κρούσματα εὐλογίας εἰς τὰς Ἰνδίας καὶ τὸ Πακιστάν. [570, 1503, 930, 1694]
article-body [570, 1044, 921, 1336]
headline: ἀπεδόθη κακῶς εἰς τὸν δαμαλισμὸν [583, 1393, 1101, 1429]
deck: Ἐντύπωσιν προὐξένησεν εἰς τοὺς ξένους δημοσιογράφους ὁ λαϊκὸς ἐνθουσιασμός.— Τὸ νεογνὸν κατέστη αὐτοδίκαιος διάδοχος.— Ἡ μήτηρ του δὲν ἔγινε βασίλισσα ἀλλὰ πριγκήπισσα.— Ἡ ἱκανοποίησις τοῦ βασιλέως.— [1126, 135, 1559, 220]
article-body [372, 893, 557, 936]
headline: ΔΙΕΠΡΑΞΕΝ ΑΠΑΤΗΝ ΠΑΡΟΥΣΙΑΣΘΕΙΣΑ ΩΣ ΣΥΖΥΓΟΣ ΔΙΕΥΘΥΝΤΟΥ ΤΟΥ Ι.Κ.Α. [374, 263, 555, 285]
kicker: Ἀναβιοῦν αἱ παλαιαὶ συνήθειαι [50, 1224, 318, 1244]
paragraph: ΑΘΗΝΑΙ, 30.— Ἡ ἑορτὴ ἐπανηγυρίσθη εἰς ὅλα τὰ σχολεῖα τῆς πρωτευούσης. [754, 594, 930, 615]
paragraph: Τὴν ἄνω μ.μ. χθὲς ἐγένετο εἰς τὸ νεκροταφεῖον τῆς Εὐαγγελιστρίας ἡ κηδεία τοῦ σμηνίου Θεοδώρου Σ., ὁ ὁποῖος προχθὲς ηὐτοκτόνησε διὰ πυροβόλου ὅπλου, λόγῳ ἐρωτικῆς ἀπογοητεύσεως. Εἰς τὴν κηδείαν δὲν παρέστη οὔτε ἡ φίλη του οὔτε οἱ οἰκεῖοι αὐτῆς. Ἡ ἀστυνομία εἶχε λάβει μέτρα πρὸς ἀποφυγὴν ἐπεισοδίων. Τὸ εἰδύλλιον ἤρχισε πρὸ διετίας, ὅταν ὁ σμηνίας ἐγνώρισε τὴν νεάνιδα εἰς χορὸν τοῦ συλλόγου. Οἱ γονεῖς της ὅμως ἀντετίθεντο εἰς τὸν γάμον. [754, 804, 1113, 1005]
divider [1126, 412, 1561, 414]
headline: ΜΕΓΑΣ ΥΠΑΙΘΡΙΟΣ ΧΟΡΟΣ ΘΑ ΟΡΓΑΝΩΘΗ ΕΙΣ ΤΗΝ ΘΕΣΣΑΛΟΝΙΚΗΝ ΚΑΤΑ ΤΟΝ ΕΟΡΤΑΣΜΟΝ ΤΟΥ ΚΑΡΝΑΒΑΛΟΥ [10, 1244, 358, 1293]
paragraph: ΑΘΗΝΑΙ, 30.— Ὑπὸ τοῦ Δημοκρατικοῦ Συνδικαλιστικοῦ Κινήματος ἐξεδόθη ἀνακοίνωσις, εἰς τὴν ὁποίαν καταγγέλλεται ὅτι ἡ πολιτικὴ τῆς κυβερνήσεως ἐδημιούργησε στρατιὰς ἀνέργων εἰς ὅλην τὴν χώραν. Ὁ ἀριθμὸς τῶν ἀνέργων ὑπερβαίνει τὰς 300.000, συμφώνως πρὸς τὴν ἀνακοίνωσιν. [10, 1060, 358, 1210]
paragraph: Ὑπὸ τοῦ πλημμελειοδικείου κατεδικάσθησαν χιλιασταί. [372, 1246, 557, 1268]
paragraph: Συνελήφθη χθὲς γυνή, ἡ ὁποία παρουσιαζομένη ὡς σύζυγος διευθυντοῦ τοῦ Ι.Κ.Α. ἀπέσπασε χρηματικὰ ποσὰ ἀπὸ διαφόρους ἠσφαλισμένους. [372, 285, 557, 327]
paragraph: ΑΜΜΑΝ, 30. (Ρώυτερ).— Ἡ σύζυγος τοῦ βασιλέως Χουσεΐν, Μουνά Ἀλ Χουσεΐν, ἐγέννησεν υἱόν, ὁ ὁποῖος ἀνεκηρύχθη αὐτοδικαίως διάδοχος τῆς Ἰορδανίας. Ἡ Μουνά, κατὰ τὴν ἐπίσημον ἀνακοίνωσιν, δὲν θὰ λάβῃ τὸν τίτλον τῆς βασιλίσσης ἀλλὰ τῆς πριγκηπίσσης. Εἰς ὅλην τὴν χώραν ἐκηρύχθη ἐθνικὴ ἑορτή. [1274, 234, 1561, 404]
divider [570, 1011, 1113, 1013]
paragraph: ΑΘΗΝΑΙ, 30.— Ὑπὸ τοῦ Ὑπουργείου Παιδείας ἀνεκοινώθη ὅτι αἱ ἐξετάσεις τῶν ὑποψηφίων διδασκάλων θὰ διεξαχθοῦν κατὰ τὸν προσεχῆ μῆνα. Ὁ Δήμαρχος Ἀθηναίων ἐπεσκέφθη χθὲς τὰ ἔργα ὑδρεύσεως. Εἰς τὸ Ὑπουργεῖον Ἐμπορίου συνῆλθε σύσκεψις διὰ τὰς τιμὰς τῶν τροφίμων. Ἡ Ἀκαδημία Ἀθηνῶν ἐβράβευσε τὸ ἔργον νεαροῦ ποιητοῦ. Ὁ Ὑπουργὸς Γεωργίας ἀνεχώρησε διὰ Μακεδονίαν. [570, 1043, 921, 1225]
article-body [372, 970, 557, 1035]
paragraph: ΚΑΪΡΟΝ, 30.— Ἡ Αἰγυπτιακὴ κυβέρνησις ἀπεφάσισε νὰ ἀποζημιώσῃ τοὺς Ἕλληνας ὑπηκόους, τῶν ὁποίων αἱ περιουσίαι κατεσχέθησαν κατὰ τὴν διάρκειαν τῆς κρίσεως τοῦ Σουέζ. Ἡ πληρωμὴ τῶν ἀποζημιώσεων θὰ γίνῃ κατὰ δόσεις, ἐντὸς πενταετίας, συμφώνως πρὸς τὴν συμφωνίαν ἡ ὁποία ὑπεγράφη μεταξὺ τῶν δύο κυβερνήσεων. [10, 781, 179, 888]
article-body [372, 1136, 557, 1179]
deck: Ἐπειδὴ δὲν εἶχε τὰ μέσα νὰ τὸ ἀναθρέψῃ τὸ ἀφῆσε καὶ μετέβη εἰς τὴν Αἴγυπτον [19, 195, 349, 232]
subhead: ΝΕΩΤΕΡΑ ΔΙΑ ΤΟ ΕΙΔΥΛΛΙΟΝ [582, 947, 733, 959]
column-2 [372, 69, 557, 2322]
paragraph: Ὑπὸ τοῦ πλημμελειοδικείου κατεδικάσθησαν χιλιασταί. [372, 1224, 557, 1245]
article-body [570, 1504, 1113, 1695]
paragraph: ΤΕΧΕΡΑΝΗ, 30. (Ρώυτερ).— Ἀνευρέθησαν τὰ συντρίμματα τοῦ ἀμερικανικοῦ ἀεροπλάνου τὸ ὁποῖον κατέπεσεν εἰς ὀρεινὴν περιοχήν. Τέσσαρες ἐκ τῶν ἐπιβαινόντων διεσώθησαν. [1274, 788, 1413, 852]
paragraph: ΑΘΗΝΑΙ, 30.— Ὑπὸ τοῦ Ὑπουργείου Παιδείας ἀνεκοινώθη ὅτι αἱ ἐξετάσεις τῶν ὑποψηφίων διδασκάλων θὰ διεξαχθοῦν κατὰ τὸν προσεχῆ μῆνα. Ὁ Δήμαρχος Ἀθηναίων ἐπεσκέφθη χθὲς τὰ ἔργα ὑδρεύσεως. Εἰς τὸ Ὑπουργεῖον Ἐμπορίου συνῆλθε σύσκεψις διὰ τὰς τιμὰς τῶν τροφίμων. Ἡ Ἀκαδημία Ἀθηνῶν ἐβράβευσε τὸ ἔργον νεαροῦ ποιητοῦ. Ὁ Ὑπουργὸς Γεωργίας ἀνεχώρησε διὰ Μακεδονίαν. [928, 1178, 1113, 1285]
article-body [372, 815, 557, 858]
paragraph: ΘΕΣΣΑΛΟΝΙΚΗ, 30.— Ὑπὸ τοῦ Δήμου Θεσσαλονίκης ἀπεφασίσθη ἡ ὀργάνωσις μεγάλου ὑπαιθρίου χοροῦ κατὰ τὸν ἐφετεινὸν ἑορτασμὸν τοῦ καρναβάλου. Εἰς τὸν χορὸν θὰ λάβουν μέρος ὅλα τὰ σωματεῖα καὶ οἱ σύλλογοι τῆς πόλεως. [10, 1319, 179, 1393]
subhead: ΠΛΑΣΤΟΓΡΑΦΙΑΣ, ΥΠΕΞΑΙΡΕΣΕΙΣ ΕΓΓΡΑΦΩΝ [1199, 970, 1489, 987]
paragraph: ΑΘΗΝΑΙ, 30.— Αἱ ἁρμόδιαι ὑγειονομικαὶ ἀρχαὶ τῆς Περιφερείας πρωτευούσης ἀνεκοίνωσαν ὅτι ὁ θάνατος τοῦ μικροῦ Ν. Μαυρομάτη ἐκ Νέας Ἰωνίας δὲν ὀφείλεται εἰς τὸν δαμαλισμόν. Ἡ ἰατροδικαστικὴ ἐξέτασις ἀπέδειξεν ὅτι ὁ θάνατος ὀφείλεται εἰς ἄλλην αἰτίαν. Τὸ ἐμβόλιον δύναται νὰ προκαλέσῃ μόνον ἀκινδύνους διαταραχάς. Ἀπὸ τὴν Ἀσίαν ἀγγέλλονται νέα κρούσματα εὐλογίας εἰς τὰς Ἰνδίας καὶ τὸ Πακιστάν. [754, 1503, 1113, 1694]
divider [372, 1041, 557, 1042]
article-body [10, 556, 358, 716]
paragraph: ΚΑΪΡΟΝ, 30.— Ἡ Αἰγυπτιακὴ κυβέρνησις ἀπεφάσισε νὰ ἀποζημιώσῃ τοὺς Ἕλληνας ὑπηκόους, τῶν ὁποίων αἱ περιουσίαι κατεσχέθησαν κατὰ τὴν διάρκειαν τῆς κρίσεως τοῦ Σουέζ. Ἡ πληρωμὴ τῶν ἀποζημιώσεων θὰ γίνῃ κατὰ δόσεις, ἐντὸς πενταετίας, συμφώνως πρὸς τὴν συμφωνίαν ἡ ὁποία ὑπεγράφη μεταξὺ τῶν δύο κυβερνήσεων. [188, 888, 358, 995]
subhead: ΔΙΑΜΑΡΤΥΡΕΤΑΙ [1299, 1016, 1388, 1029]
paragraph: ΑΘΗΝΑΙ, 30.— Ὑπὸ τοῦ Δημοκρατικοῦ Συνδικαλιστικοῦ Κινήματος ἐξεδόθη ἀνακοίνωσις, εἰς τὴν ὁποίαν καταγγέλλεται ὅτι ἡ πολιτικὴ τῆς κυβερνήσεως ἐδημιούργησε στρατιὰς ἀνέργων εἰς ὅλην τὴν χώραν. Ὁ ἀριθμὸς τῶν ἀνέργων ὑπερβαίνει τὰς 300.000, συμφώνως πρὸς τὴν ἀνακοίνωσιν. [188, 1104, 358, 1199]
kicker: Ὁ ἐπίλογος τοῦ ἐρωτικοῦ δράματος [630, 630, 1054, 656]
divider [372, 647, 557, 648]
article-body [1126, 234, 1561, 405]
article-body [372, 1058, 557, 1101]
paragraph: Τὴν ἄνω μ.μ. χθὲς ἐγένετο εἰς τὸ νεκροταφεῖον τῆς Εὐαγγελιστρίας ἡ κηδεία τοῦ σμηνίου Θεοδώρου Σ., ὁ ὁποῖος προχθὲς ηὐτοκτόνησε διὰ πυροβόλου ὅπλου, λόγῳ ἐρωτικῆς ἀπογοητεύσεως. Εἰς τὴν κηδείαν δὲν παρέστη οὔτε ἡ φίλη του οὔτε οἱ οἰκεῖοι αὐτῆς. Ἡ ἀστυνομία εἶχε λάβει μέτρα πρὸς ἀποφυγὴν ἐπεισοδίων. Τὸ εἰδύλλιον ἤρχισε πρὸ διετίας, ὅταν ὁ σμηνίας ἐγνώρισε τὴν νεάνιδα εἰς χορὸν τοῦ συλλόγου. Οἱ γονεῖς της ὅμως ἀντετίθεντο εἰς τὸν γάμον. [570, 804, 930, 1005]
subhead: Η ΠΡΩΤΗ ΣΥΝΑΛΛΑΓΜΑΤΙΚΗ [1294, 1165, 1394, 1191]
column-1 [10, 69, 358, 2322]
